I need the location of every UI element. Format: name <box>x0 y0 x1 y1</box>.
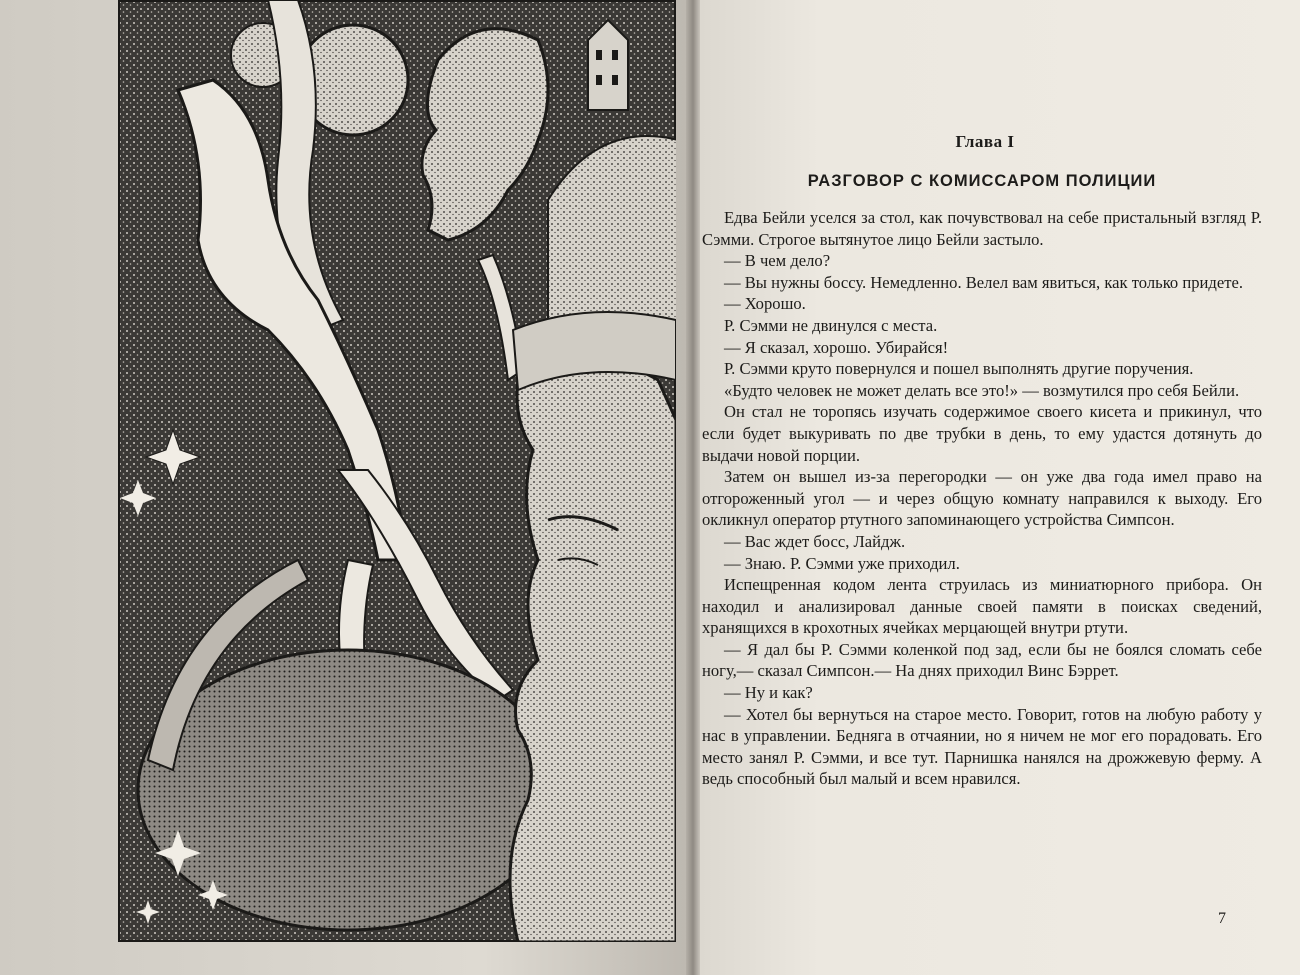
paragraph: — В чем дело? <box>724 251 831 271</box>
paragraph: — Вас ждет босс, Лайдж. <box>724 531 906 551</box>
paragraph: Р. Сэмми круто повернулся и пошел выполнять другие поручения. <box>724 359 1194 379</box>
chapter-text <box>702 132 1262 790</box>
page-number: 7 <box>1218 910 1226 927</box>
engraved-illustration-icon <box>118 0 676 942</box>
paragraph: — Я дал бы Р. Сэмми коленкой под зад, если бы не боялся сломать себе ногу,— сказал Симпсон.— На днях приходил Винс Бэррет. <box>702 639 1262 681</box>
paragraph: Р. Сэмми не двинулся с места. <box>724 315 938 335</box>
paragraph: — Вы нужны боссу. Немедленно. Велел вам явиться, как только придете. <box>724 272 1243 292</box>
paragraph: — Ну и как? <box>724 683 813 703</box>
paragraph: Затем он вышел из-за перегородки — он уже два года имел право на отгороженный угол — и через общую комнату направился к выходу. Его окликнул оператор ртутного запоминающего устройства Симпсон. <box>702 467 1262 530</box>
chapter-number: Глава I <box>955 132 1015 151</box>
chapter-heading: РАЗГОВОР С КОМИССАРОМ ПОЛИЦИИ <box>807 172 1157 190</box>
paragraph: — Знаю. Р. Сэмми уже приходил. <box>724 553 960 573</box>
paragraph: Он стал не торопясь изучать содержимое своего кисета и прикинул, что если будет выкуривать по две трубки в день, то ему удастся дотянуть до выдачи новой порции. <box>702 402 1262 465</box>
paragraph: Едва Бейли уселся за стол, как почувствовал на себе пристальный взгляд Р. Сэмми. Строгое вытянутое лицо Бейли застыло. <box>702 208 1262 249</box>
paragraph: Испещренная кодом лента струилась из миниатюрного прибора. Он находил и анализировал данные своей памяти в поисках сведений, хранящихся в крохотных ячейках мерцающей внутри ртути. <box>702 575 1262 638</box>
paragraph: — Я сказал, хорошо. Убирайся! <box>724 337 949 357</box>
paragraph: — Хотел бы вернуться на старое место. Говорит, готов на любую работу у нас в управлении. Бедняга в отчаянии, но я ничем не мог его порадовать. Его место занял Р. Сэмми, и все тут. Парнишка нанялся на дрожжевую ферму. А ведь способный был малый и всем нравился. <box>702 704 1262 789</box>
paragraph: — Хорошо. <box>724 294 806 314</box>
book-gutter <box>686 0 700 975</box>
paragraph: «Будто человек не может делать все это!» — возмутился про себя Бейли. <box>724 380 1240 400</box>
